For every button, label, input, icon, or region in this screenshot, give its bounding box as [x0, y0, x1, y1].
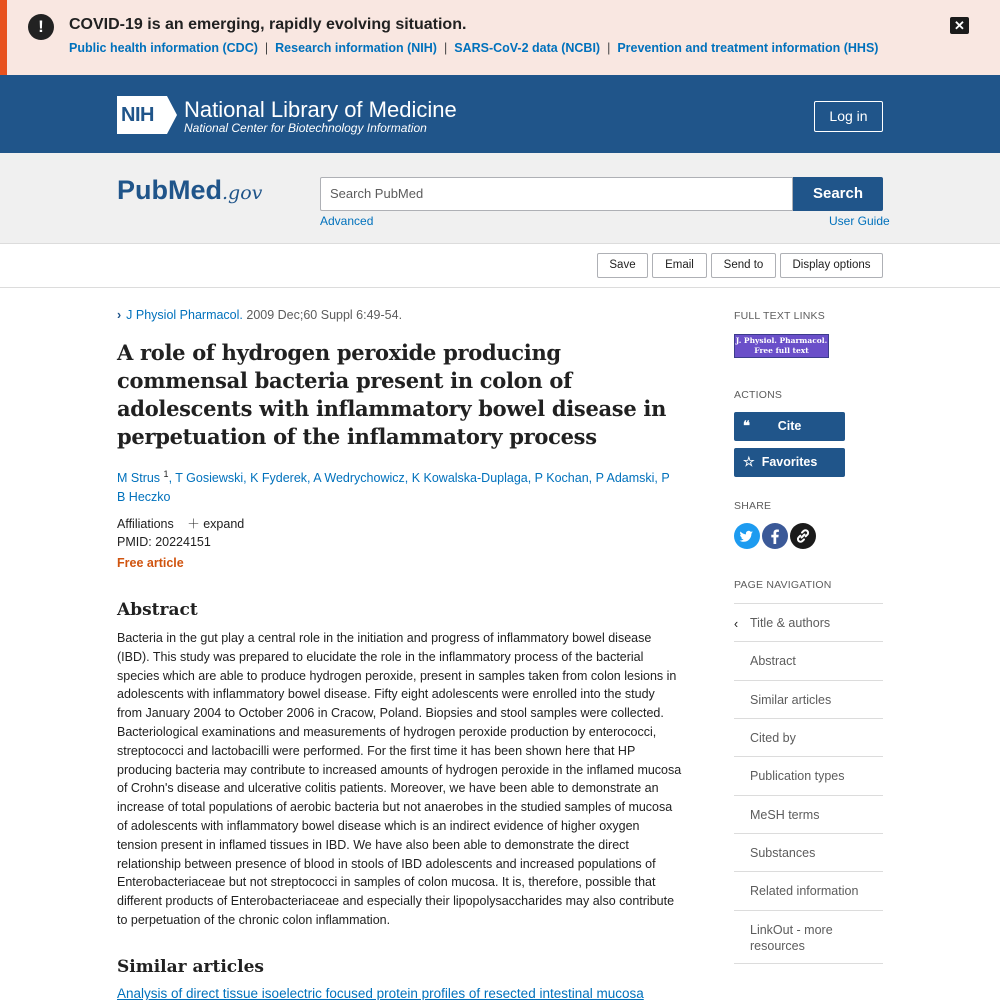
share-heading: SHARE: [734, 500, 772, 512]
nav-item-label: Cited by: [750, 731, 796, 745]
abstract-heading: Abstract: [117, 600, 198, 620]
twitter-icon[interactable]: [734, 523, 760, 549]
free-article-badge: Free article: [117, 556, 184, 570]
pubmed-logo-text: PubMed: [117, 175, 222, 205]
covid-link-nih[interactable]: Research information (NIH): [275, 41, 437, 55]
covid-link-cdc[interactable]: Public health information (CDC): [69, 41, 258, 55]
article-title: A role of hydrogen peroxide producing commensal bacteria present in colon of adolescents with inflammatory bowel disease in perpetuation of the inflammatory process: [117, 340, 667, 449]
send-to-button[interactable]: Send to: [711, 253, 776, 278]
covid-banner-links: [69, 41, 878, 55]
pubmed-logo[interactable]: [117, 175, 262, 215]
link-separator: |: [443, 41, 448, 55]
pmid: PMID: 20224151: [117, 535, 211, 549]
ncbi-name: National Center for Biotechnology Information: [184, 121, 427, 135]
author-link[interactable]: M Strus: [117, 471, 161, 486]
pubmed-logo-gov: .gov: [222, 182, 263, 204]
nav-item-label: Substances: [750, 846, 816, 860]
full-text-links-heading: FULL TEXT LINKS: [734, 310, 825, 322]
nih-logo[interactable]: [117, 96, 179, 134]
nih-logo-arrow: [167, 96, 177, 134]
close-icon[interactable]: ✕: [950, 17, 969, 34]
citation-details: 2009 Dec;60 Suppl 6:49-54.: [246, 308, 403, 322]
display-options-button[interactable]: Display options: [780, 253, 883, 278]
similar-article-link[interactable]: Analysis of direct tissue isoelectric focused protein profiles of resected intestinal mucosa: [117, 986, 644, 1000]
nih-header: [0, 75, 1000, 153]
cite-button[interactable]: [734, 412, 845, 441]
link-separator: |: [607, 41, 611, 55]
nav-item-mesh-terms[interactable]: [734, 795, 883, 834]
search-input[interactable]: Search PubMed: [320, 177, 793, 211]
covid-link-ncbi[interactable]: SARS-CoV-2 data (NCBI): [454, 41, 601, 55]
chevron-right-icon[interactable]: ›: [117, 308, 122, 322]
nav-item-label: Abstract: [750, 654, 796, 668]
nav-item-abstract[interactable]: [734, 641, 883, 680]
nav-item-label: Related information: [750, 884, 859, 898]
journal-name[interactable]: J Physiol Pharmacol.: [126, 308, 243, 322]
favorites-button[interactable]: [734, 448, 845, 477]
nav-divider: [734, 963, 883, 964]
cite-label: Cite: [777, 419, 802, 433]
page-navigation-heading: PAGE NAVIGATION: [734, 579, 832, 591]
expand-affiliations-button[interactable]: [187, 517, 244, 531]
nav-item-label: Publication types: [750, 769, 845, 783]
user-guide-link[interactable]: User Guide: [829, 214, 890, 228]
link-icon[interactable]: [790, 523, 816, 549]
nav-item-label: Similar articles: [750, 693, 832, 707]
nih-logo-mark: NIH: [117, 96, 167, 134]
full-text-badge-label: Free full text: [754, 346, 809, 355]
nav-item-label: LinkOut - more resources: [750, 923, 833, 953]
search-button[interactable]: Search: [793, 177, 883, 211]
facebook-icon[interactable]: [762, 523, 788, 549]
covid-banner: [0, 0, 1000, 75]
abstract-text: Bacteria in the gut play a central role in the initiation and progress of inflammatory bowel disease (IBD). This study was prepared to elucidate the role in the inflammatory process of the bacterial species which are able to produce hydrogen peroxide, present in samples taken from colon lesions in adolescents with inflammatory bowel disease. Fifty eight adolescents were enrolled into the study from January 2004 to October 2006 in Cracow, Poland. Biopsies and stool samples were collected. Bacteriological examinations and measurements of hydrogen peroxide production by enterococci, streptococci and lactobacilli were performed. For the first time it has been shown here that HP producing bacteria may contribute to increased amounts of hydrogen peroxide in the inflamed mucosa of Crohn's disease and ulcerative colitis patients. Moreover, we have been able to demonstrate an increase of total populations of aerobic bacteria but not anaerobes in the studied samples of mucosa of adolescents with inflammatory bowel disease which is an indirect evidence of higher oxygen tension present in inflamed tissues in IBD. We have also been able to demonstrate the direct relationship between presence of blood in stools of IBD adolescents and increased populations of Enterobacteriaceae but not streptococci in samples of colon mucosa. It is, therefore, possible that different products of Enterobacteriaceae and especially their lipopolysaccharides may also contribute to perpetuation of the chronic colon inflammation.: [117, 631, 682, 927]
covid-link-hhs[interactable]: Prevention and treatment information (HHS): [617, 41, 879, 55]
nav-item-related-information[interactable]: [734, 871, 883, 910]
chevron-left-icon: ‹: [734, 617, 739, 631]
expand-label: expand: [203, 517, 245, 531]
journal-citation: [117, 308, 402, 322]
quote-icon: ❝: [743, 418, 750, 433]
affiliations-label: Affiliations: [117, 517, 174, 531]
nlm-name[interactable]: National Library of Medicine: [184, 97, 457, 122]
nav-item-similar-articles[interactable]: [734, 680, 883, 719]
star-icon: ☆: [743, 454, 755, 469]
nav-item-label: Title & authors: [750, 616, 831, 630]
alert-icon: !: [28, 14, 54, 40]
plus-icon: ＋: [187, 517, 200, 531]
nav-item-label: MeSH terms: [750, 808, 820, 822]
save-button[interactable]: Save: [597, 253, 648, 278]
favorites-label: Favorites: [761, 455, 818, 469]
link-separator: |: [264, 41, 269, 55]
search-region: [0, 153, 1000, 244]
nav-item-publication-types[interactable]: [734, 756, 883, 795]
nav-item-title-authors[interactable]: [734, 603, 883, 642]
affiliations-row: [117, 514, 244, 532]
similar-articles-heading: Similar articles: [117, 957, 265, 977]
author-list: [117, 465, 677, 507]
nav-item-linkout[interactable]: [734, 910, 883, 963]
nav-item-cited-by[interactable]: [734, 718, 883, 757]
login-button[interactable]: Log in: [814, 101, 883, 132]
covid-banner-title: COVID-19 is an emerging, rapidly evolving situation.: [69, 16, 467, 33]
author-links[interactable]: , T Gosiewski, K Fyderek, A Wedrychowicz, K Kowalska-Duplaga, P Kochan, P Adamski, P B Heczko: [117, 471, 670, 505]
full-text-badge-journal: J. Physiol. Pharmacol.: [735, 336, 828, 345]
advanced-search-link[interactable]: Advanced: [320, 214, 374, 228]
actions-heading: ACTIONS: [734, 389, 783, 401]
nav-item-substances[interactable]: [734, 833, 883, 872]
affiliation-marker[interactable]: 1: [163, 469, 169, 479]
article-toolbar: [0, 244, 1000, 288]
email-button[interactable]: Email: [652, 253, 707, 278]
full-text-link-badge[interactable]: [734, 334, 829, 358]
